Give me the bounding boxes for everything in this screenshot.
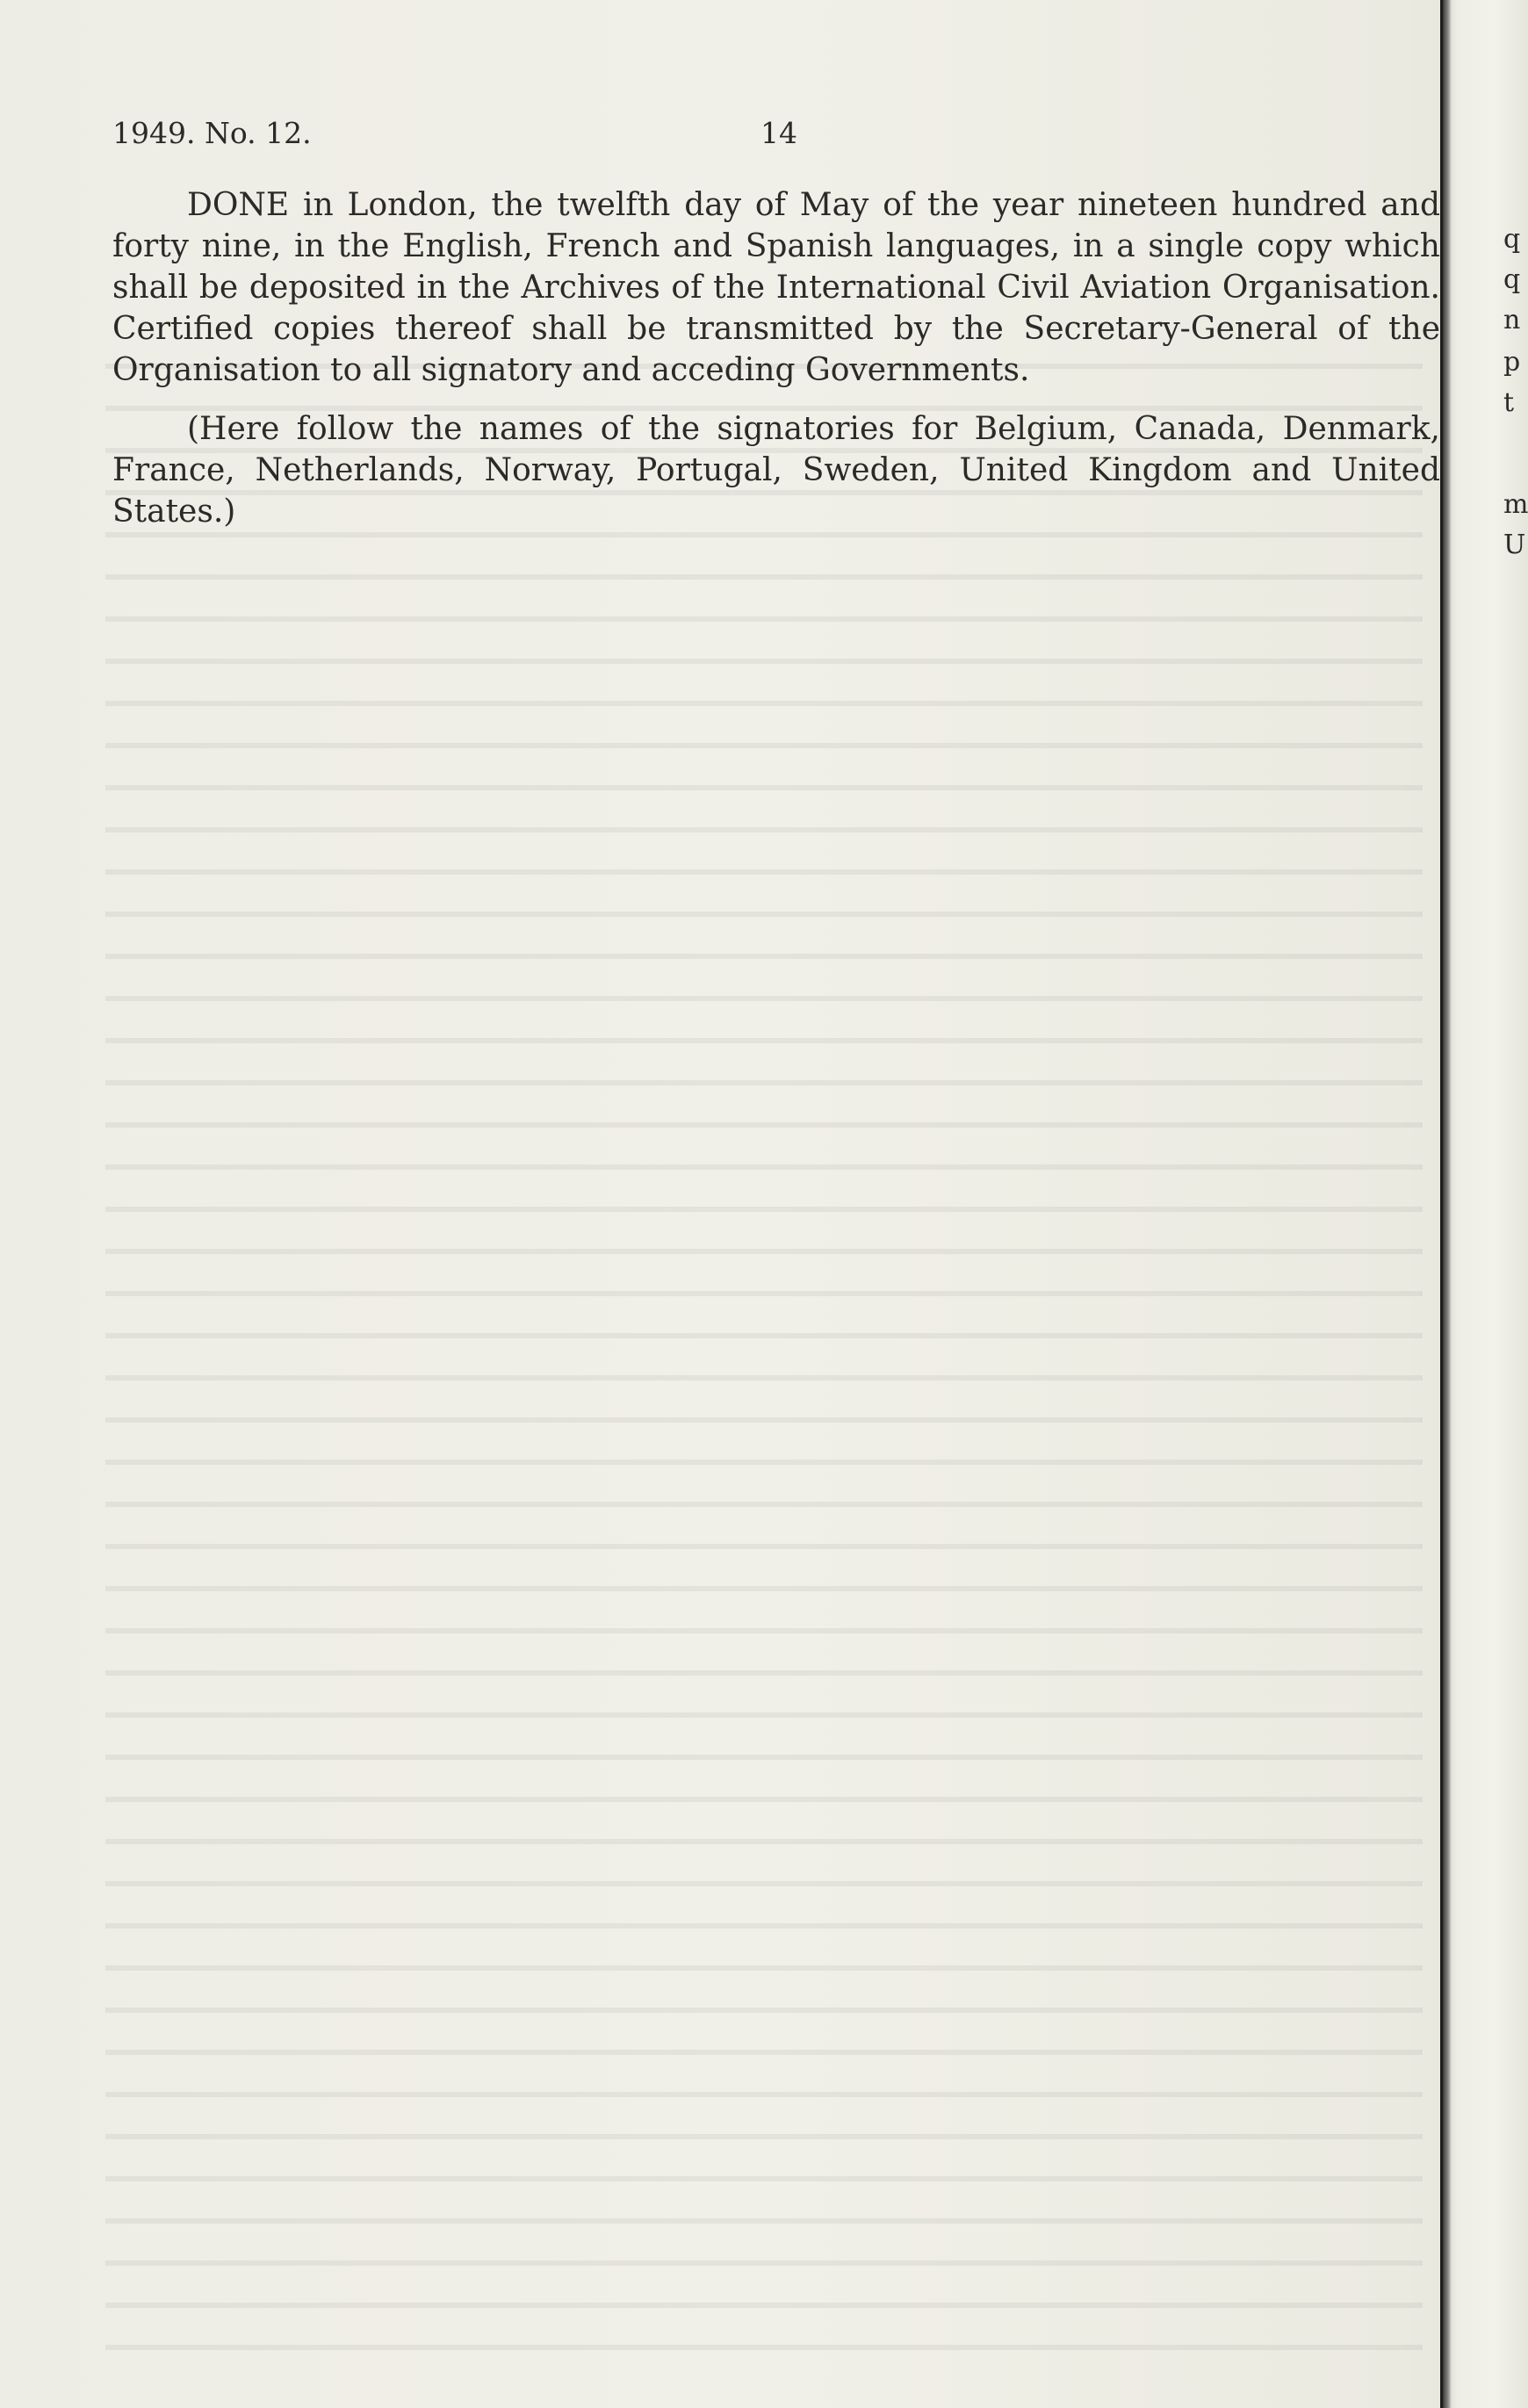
spine-shadow (1443, 0, 1452, 2408)
adjacent-page-fragment: q (1503, 224, 1521, 255)
page-number: 14 (760, 116, 797, 150)
paragraph-done-in-london: DONE in London, the twelfth day of May of the year nineteen hundred and forty nine, in the English, French and Spanish languages, in a single copy which shall be deposited in the Archives of the International Civil Aviation Organisation. Certified copies thereof shall be transmitted by the Secretary-General of the Organisation to all signatory and acceding Governments. (112, 187, 1440, 388)
adjacent-page-fragment: q (1503, 264, 1521, 295)
adjacent-page-fragment: U (1503, 530, 1526, 560)
reverse-side-bleed-through (105, 334, 1423, 2380)
adjacent-page-fragment: p (1503, 347, 1521, 378)
page-body (112, 184, 1440, 550)
paragraph-signatories: (Here follow the names of the signatories for Belgium, Canada, Denmark, France, Netherlands, Norway, Portugal, Sweden, United Kingdom and United States.) (112, 411, 1440, 530)
adjacent-page-fragment: n (1503, 305, 1521, 335)
page-header (112, 116, 1447, 160)
adjacent-page-fragment: t (1503, 387, 1515, 418)
document-reference: 1949. No. 12. (112, 116, 312, 150)
adjacent-page-fragment: m (1503, 489, 1528, 520)
